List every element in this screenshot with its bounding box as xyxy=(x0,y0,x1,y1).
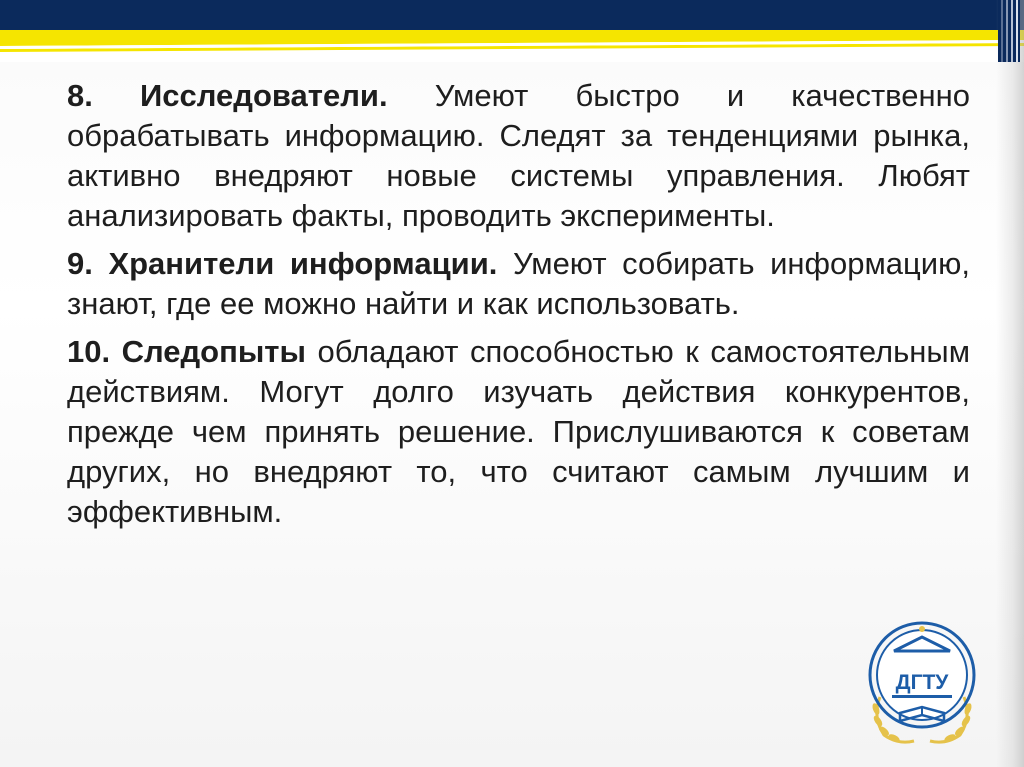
paragraph-text: Умеют собирать информацию, знают, где ее можно найти и как использовать. xyxy=(67,246,970,321)
svg-text:ДГТУ: ДГТУ xyxy=(895,671,949,694)
paragraph-heading: 8. Исследователи. xyxy=(67,78,388,113)
paragraph-pathfinders xyxy=(67,332,970,532)
paragraph-text: Умеют быстро и качественно обрабатывать информацию. Следят за тенденциями рынка, активно внедряют новые системы управления. Любят анализировать факты, проводить эксперименты. xyxy=(67,78,971,233)
paragraph-text: обладают способностью к самостоятельным действиям. Могут долго изучать действия конкурентов, прежде чем принять решение. Прислушиваются к советам других, но внедряют то, что считают самым лучшим и эффективным. xyxy=(67,334,971,529)
header-band xyxy=(0,0,1024,62)
paragraph-researchers xyxy=(67,76,970,236)
header-navy-bar xyxy=(0,0,1024,30)
paragraph-heading: 10. Следопыты xyxy=(67,334,306,369)
side-shadow xyxy=(996,0,1024,767)
university-emblem-icon xyxy=(862,617,982,749)
side-decoration xyxy=(998,0,1020,62)
paragraph-keepers xyxy=(67,244,970,324)
paragraph-heading: 9. Хранители информации. xyxy=(67,246,498,281)
text-content xyxy=(67,76,970,540)
